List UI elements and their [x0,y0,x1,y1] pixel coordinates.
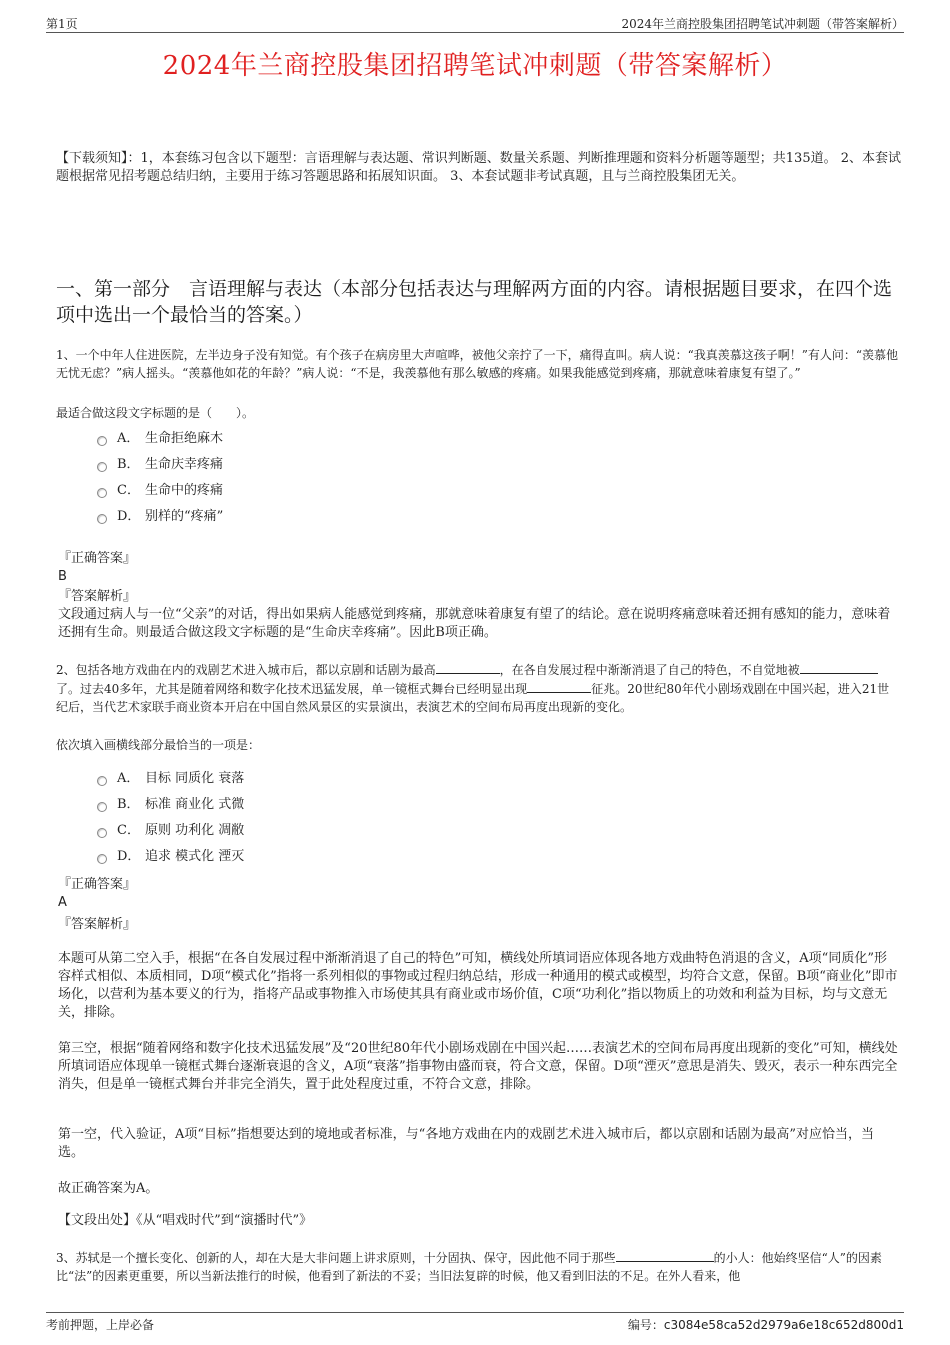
option-d[interactable]: D． 别样的“疼痛” [97,504,223,530]
answer-analysis: 文段通过病人与一位“父亲”的对话，得出如果病人能感觉到疼痛，那就意味着康复有望了的结论。意在说明疼痛意味着还拥有感知的能力，意味着还拥有生命。则最适合做这段文字标题的是“生命庆幸疼痛”。因此B项正确。 [58,607,891,640]
answer-label: 『正确答案』 [58,551,137,566]
question-2-stem: 2、包括各地方戏曲在内的戏剧艺术进入城市后，都以京剧和话剧为最高 ，在各自发展过程中渐渐消退了自己的特色，不自觉地被了。过去40多年，尤其是随着网络和数字化技术迅猛发展，单一镜框式舞台已经明显出现 征兆。20世纪80年代小剧场戏剧在中国兴起，进入21世纪后，当代艺术家联手商业资本开启在中国自然风景区的实景演出，表演艺术的空间布局再度出现新的变化。 [56,660,901,716]
analysis-label: 『答案解析』 [58,917,137,932]
fill-blank[interactable] [527,679,591,693]
fill-blank[interactable] [436,660,500,674]
radio-icon[interactable] [97,802,107,812]
question-2-options [97,766,244,870]
question-1-stem: 1、一个中年人住进医院，左半边身子没有知觉。有个孩子在病房里大声喧哗，被他父亲拧了一下，痛得直叫。病人说：“我真羡慕这孩子啊！”有人问：“羡慕他无忧无虑？”病人摇头。“羡慕他如花的年龄？”病人说：“不是，我羡慕他有那么敏感的疼痛。如果我能感觉到疼痛，那就意味着康复有望了。” [56,348,899,380]
document-title: 2024年兰商控股集团招聘笔试冲刺题（带答案解析） [162,51,788,81]
header-doc-title: 2024年兰商控股集团招聘笔试冲刺题（带答案解析） [621,17,904,31]
answer-label: 『正确答案』 [58,877,137,892]
radio-icon[interactable] [97,776,107,786]
question-1-options [97,426,223,530]
option-b[interactable]: B． 生命庆幸疼痛 [97,452,223,478]
fill-blank[interactable] [800,660,878,674]
download-notice: 【下载须知】：1，本套练习包含以下题型：言语理解与表达题、常识判断题、数量关系题、判断推理题和资料分析题等题型；共135道。 2、本套试题根据常见招考题总结归纳，主要用于练习答题思路和拓展知识面。 3、本套试题非考试真题，且与兰商控股集团无关。 [56,151,901,184]
footer-slogan: 考前押题，上岸必备 [46,1318,155,1332]
page-number: 第1页 [46,17,78,31]
page-header [46,12,904,33]
section-title: 一、第一部分 言语理解与表达（本部分包括表达与理解两方面的内容。请根据题目要求，在四个选项中选出一个最恰当的答案。） [56,278,893,326]
correct-answer: B [58,569,67,584]
option-a[interactable]: A． 目标 同质化 衰落 [97,766,244,792]
question-2-ask: 依次填入画横线部分最恰当的一项是： [56,738,261,752]
correct-answer: A [58,895,67,910]
option-b[interactable]: B． 标准 商业化 式微 [97,792,244,818]
option-c[interactable]: C． 生命中的疼痛 [97,478,223,504]
fill-blank[interactable] [616,1248,714,1262]
radio-icon[interactable] [97,828,107,838]
text-source: 【文段出处】《从“唱戏时代”到“演播时代”》 [58,1213,313,1228]
analysis-paragraph-4: 故正确答案为A。 [58,1181,159,1196]
analysis-label: 『答案解析』 [58,589,137,604]
question-1-ask: 最适合做这段文字标题的是（ ）。 [56,406,255,420]
radio-icon[interactable] [97,514,107,524]
analysis-paragraph-1: 本题可从第二空入手，根据“在各自发展过程中渐渐消退了自己的特色”可知，横线处所填词语应体现各地方戏曲特色消退的含义，A项“同质化”形容样式相似、本质相同，D项“模式化”指将一系列相似的事物或过程归纳总结，形成一种通用的模式或模型，均符合文意，保留。B项“商业化”即市场化，以营利为基本要义的行为，指将产品或事物推入市场使其具有商业或市场价值，C项“功利化”指以物质上的功效和利益为目标，均与文意无关，排除。 [58,951,898,1020]
radio-icon[interactable] [97,488,107,498]
footer-code: 编号：c3084e58ca52d2979a6e18c652d800d1 [627,1318,904,1332]
analysis-paragraph-2: 第三空，根据“随着网络和数字化技术迅猛发展”及“20世纪80年代小剧场戏剧在中国兴起……表演艺术的空间布局再度出现新的变化”可知，横线处所填词语应体现单一镜框式舞台逐渐衰退的含义，A项“衰落”指事物由盛而衰，符合文意，保留。D项“湮灭”意思是消失、毁灭，表示一种东西完全消失，但是单一镜框式舞台并非完全消失，置于此处程度过重，不符合文意，排除。 [58,1041,898,1092]
page-footer [46,1312,904,1335]
option-d[interactable]: D． 追求 模式化 湮灭 [97,844,244,870]
question-3-stem: 3、苏轼是一个擅长变化、创新的人，却在大是大非问题上讲求原则，十分固执、保守，因此他不同于那些 的小人：他始终坚信“人”的因素比“法”的因素更重要，所以当新法推行的时候，他看到了新法的不妥；当旧法复辟的时候，他又看到旧法的不足。在外人看来，他 [56,1248,901,1285]
option-a[interactable]: A． 生命拒绝麻木 [97,426,223,452]
radio-icon[interactable] [97,854,107,864]
radio-icon[interactable] [97,436,107,446]
analysis-paragraph-3: 第一空，代入验证，A项“目标”指想要达到的境地或者标准，与“各地方戏曲在内的戏剧艺术进入城市后，都以京剧和话剧为最高”对应恰当，当选。 [58,1127,874,1160]
option-c[interactable]: C． 原则 功利化 凋敝 [97,818,244,844]
radio-icon[interactable] [97,462,107,472]
